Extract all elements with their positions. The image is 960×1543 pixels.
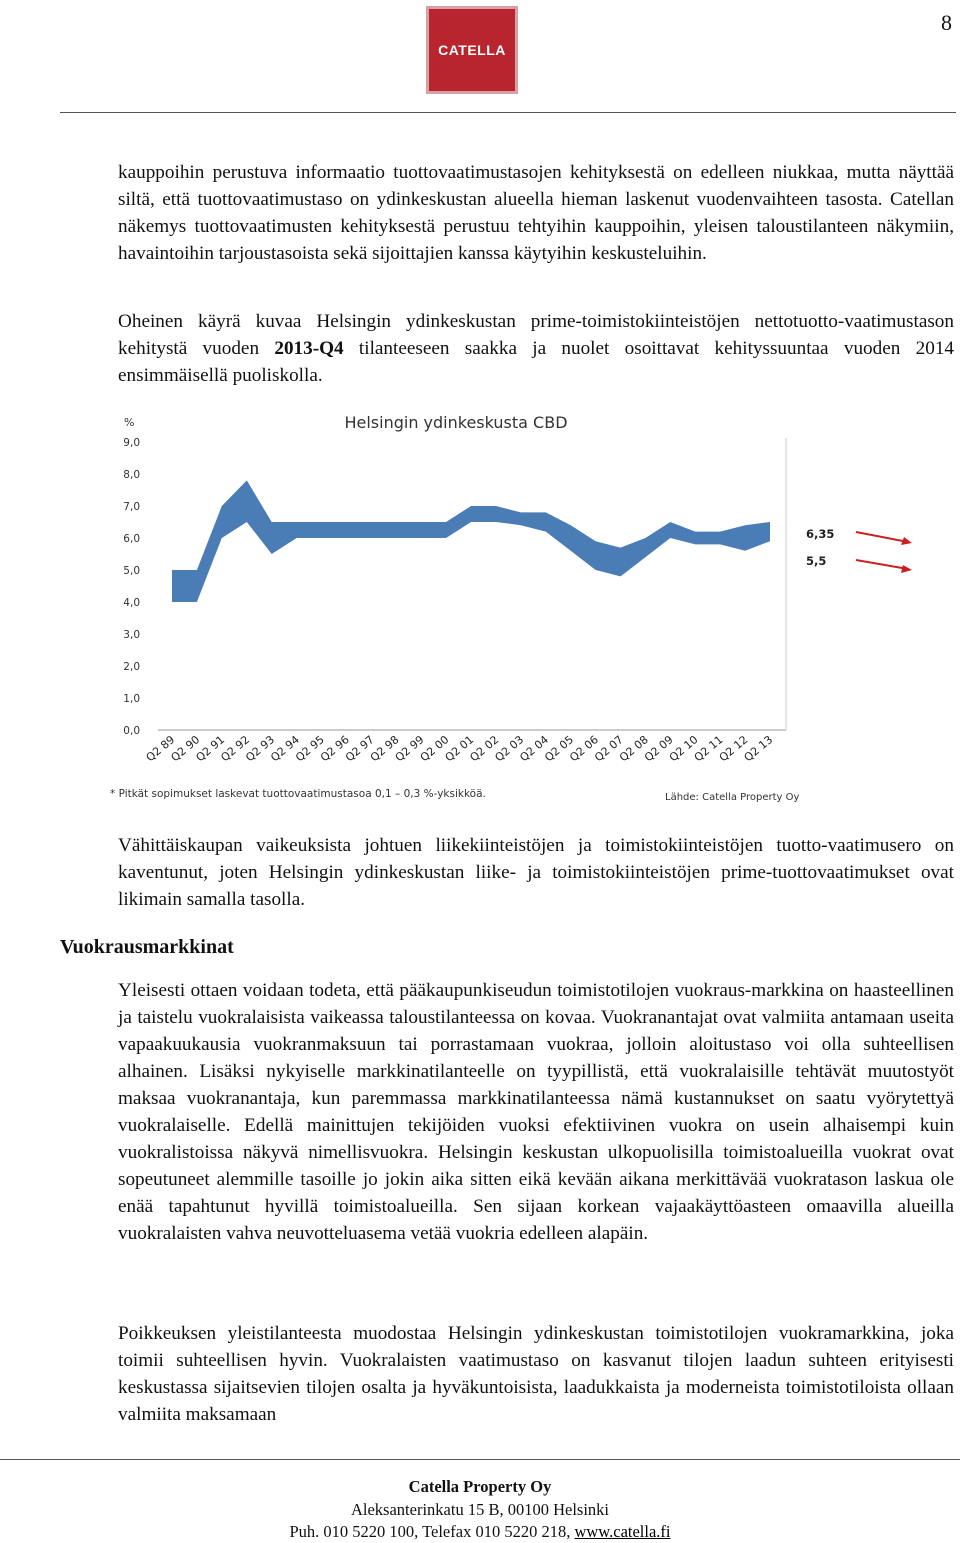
x-tick-label: Q2 06 — [567, 733, 601, 765]
catella-logo — [426, 6, 518, 94]
yield-band — [172, 480, 770, 602]
x-tick-label: Q2 01 — [442, 733, 477, 765]
footer-company: Catella Property Oy — [408, 1477, 552, 1496]
paragraph-exception: Poikkeuksen yleistilanteesta muodostaa Helsingin ydinkeskustan toimistotilojen vuokramarkkina, joka toimii suhteellisen hyvin. Vuokralaisten vaatimustaso on kasvanut tilojen laadun suhteen erityisesti keskustassa sijaitsevien tilojen osalta ja hyväkuntoisista, laadukkaista ja moderneista toimistotiloista ollaan valmiita maksamaan — [118, 1323, 954, 1425]
section-heading: Vuokrausmarkkinat — [60, 936, 234, 958]
x-tick-label: Q2 91 — [193, 733, 228, 765]
outlook-arrows — [800, 520, 920, 580]
p2-text-before: Oheinen käyrä kuvaa Helsingin ydinkeskustan prime-toimistokiinteistöjen nettotuotto-vaatimustason kehitystä vuoden — [118, 311, 954, 359]
x-tick-label: Q2 07 — [592, 733, 626, 765]
chart-title: Helsingin ydinkeskusta CBD — [344, 413, 568, 432]
x-tick-label: Q2 90 — [168, 733, 203, 765]
arrow-upper-head — [901, 537, 912, 545]
x-tick-label: Q2 12 — [716, 733, 751, 765]
y-tick-label: 6,0 — [123, 533, 140, 545]
footer-contact — [0, 1522, 960, 1542]
x-tick-label: Q2 97 — [342, 733, 377, 765]
x-tick-label: Q2 02 — [467, 733, 502, 765]
chart-source: Lähde: Catella Property Oy — [665, 792, 800, 803]
x-tick-label: Q2 00 — [417, 733, 452, 765]
paragraph-chart-description — [118, 308, 954, 389]
x-tick-label: Q2 08 — [616, 733, 651, 765]
paragraph-rental-market: Yleisesti ottaen voidaan todeta, että pääkaupunkiseudun toimistotilojen vuokraus-markkina on haasteellinen ja taistelu vuokralaisista vaikeassa taloustilanteessa on kovaa. Vuokranantajat ovat valmiita antamaan useita vapaakuukausia vuokranmaksuun tai porrastamaan vuokraa, jolloin aloitustaso voi olla suhteellisen alhainen. Lisäksi nykyiselle markkinatilanteelle on tyypillistä, että vuokralaisille tehtävät muutostyöt maksaa vuokranantaja, kun paremmassa markkinatilanteessa nämä kustannukset on saatu vyörytettyä vuokralaiselle. Edellä mainittujen tekijöiden vuoksi efektiivinen vuokra on usein alhaisempi kuin vuokralistoissa näkyvä nimellisvuokra. Helsingin keskustan ulkopuolisilla toimistoalueilla vuokrat ovat sopeutuneet alemmille tasoille jo jokin aika sitten eikä kevään aikana merkittävää vuokratason laskua ole enää tapahtunut hyvillä toimistoalueilla. Sen sijaan korkean vajaakäyttöasteen omaavilla alueilla vuokralaisten vahva neuvotteluasema vetää vuokria edelleen alapäin. — [118, 980, 954, 1244]
yield-chart — [110, 408, 800, 813]
footer-address: Aleksanterinkatu 15 B, 00100 Helsinki — [350, 1500, 609, 1519]
x-tick-label: Q2 92 — [218, 733, 253, 765]
paragraph-intro: kauppoihin perustuva informaatio tuottovaatimustasojen kehityksestä on edelleen niukkaa, mutta näyttää siltä, että tuottovaatimustaso on ydinkeskustan alueella hieman laskenut vuodenvaihteen tasosta. Catellan näkemys tuottovaatimusten kehityksestä perustuu tehtyihin kauppoihin, yleisen taloustilanteen näkymiin, havaintoihin tarjoustasoista sekä sijoittajien kanssa käytyihin keskusteluihin. — [118, 162, 954, 264]
paragraph-retail: Vähittäiskaupan vaikeuksista johtuen liikekiinteistöjen ja toimistokiinteistöjen tuotto-vaatimusero on kaventunut, joten Helsingin ydinkeskustan liike- ja toimistokiinteistöjen prime-tuottovaatimukset ovat likimain samalla tasolla. — [118, 835, 954, 910]
x-tick-label: Q2 09 — [641, 733, 676, 765]
yield-chart-svg — [110, 408, 790, 813]
header-rule — [60, 112, 956, 113]
x-tick-label: Q2 10 — [666, 733, 701, 765]
y-tick-label: 8,0 — [123, 469, 140, 481]
footer-rule — [0, 1459, 960, 1460]
y-tick-label: 9,0 — [123, 437, 140, 449]
arrow-lower-head — [901, 565, 912, 573]
y-tick-label: 1,0 — [123, 693, 140, 705]
x-tick-label: Q2 94 — [268, 733, 302, 765]
x-tick-label: Q2 13 — [741, 733, 776, 765]
y-tick-label: 0,0 — [123, 725, 140, 737]
x-tick-label: Q2 93 — [243, 733, 277, 765]
footer-website-link[interactable]: www.catella.fi — [574, 1522, 671, 1541]
x-axis-ticks — [144, 733, 776, 764]
p2-text-after: tilanteeseen saakka ja nuolet osoittavat kehityssuuntaa vuoden 2014 ensimmäisellä puoliskolla. — [118, 338, 955, 386]
x-tick-label: Q2 96 — [317, 733, 352, 765]
x-tick-label: Q2 03 — [492, 733, 527, 765]
x-tick-label: Q2 99 — [392, 733, 427, 765]
y-tick-label: 2,0 — [123, 661, 140, 673]
arrow-lower-line — [856, 560, 908, 569]
y-tick-label: 3,0 — [123, 629, 140, 641]
y-tick-label: 5,0 — [123, 565, 140, 577]
y-tick-label: 7,0 — [123, 501, 140, 513]
outlook-arrows-svg — [800, 520, 920, 580]
x-tick-label: Q2 89 — [143, 733, 178, 765]
chart-footnote: * Pitkät sopimukset laskevat tuottovaatimustasoa 0,1 – 0,3 %-yksikköä. — [110, 788, 486, 800]
x-tick-label: Q2 04 — [517, 733, 552, 765]
outlook-label-upper: 6,35 — [806, 527, 835, 541]
arrow-upper-line — [856, 532, 908, 542]
y-axis-ticks — [123, 437, 140, 737]
chart-y-unit: % — [124, 416, 135, 429]
logo-text: CATELLA — [438, 42, 506, 58]
x-tick-label: Q2 05 — [542, 733, 576, 765]
x-tick-label: Q2 95 — [293, 733, 327, 765]
y-tick-label: 4,0 — [123, 597, 140, 609]
footer-phone: Puh. 010 5220 100, Telefax 010 5220 218, — [289, 1522, 575, 1541]
x-tick-label: Q2 98 — [367, 733, 402, 765]
outlook-label-lower: 5,5 — [806, 554, 827, 568]
x-tick-label: Q2 11 — [691, 733, 726, 765]
p2-bold-period: 2013-Q4 — [274, 338, 344, 359]
page-number: 8 — [941, 10, 952, 35]
